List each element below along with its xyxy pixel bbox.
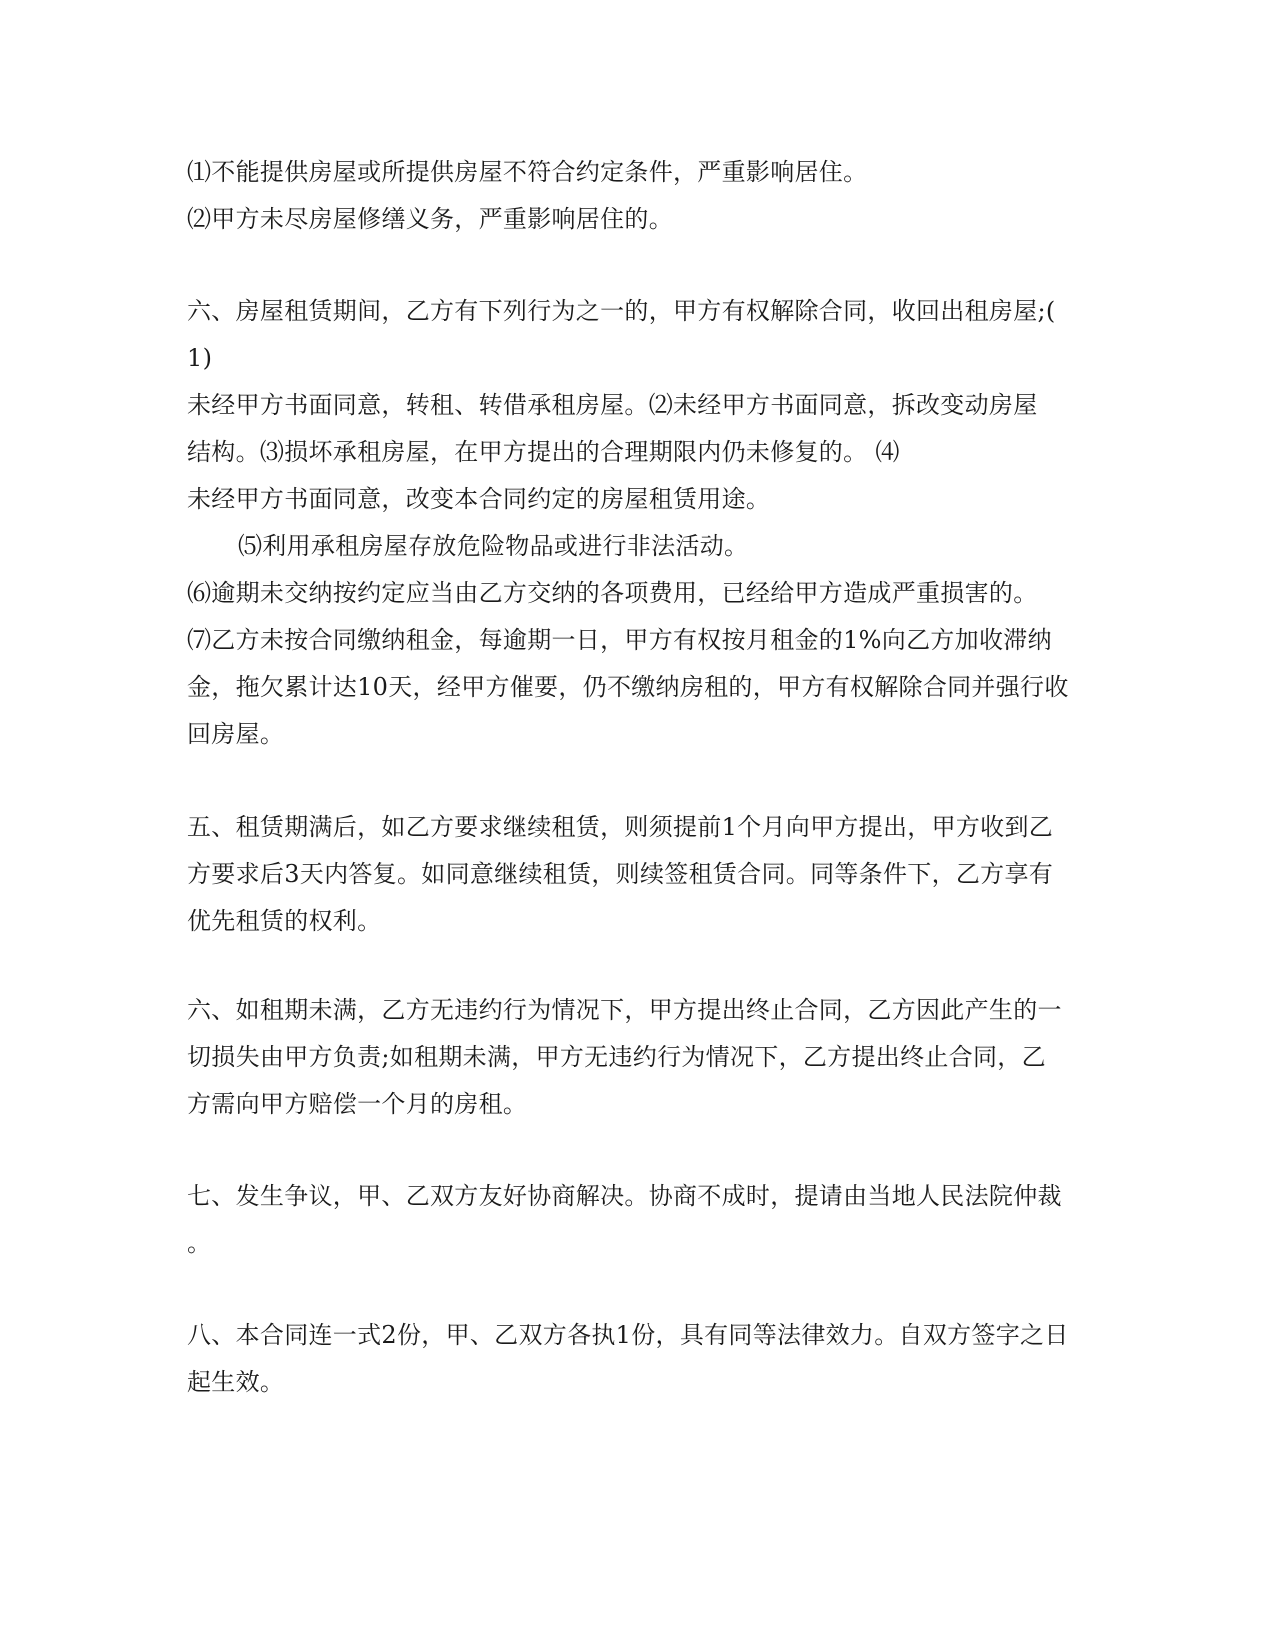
- clause-five-paragraph: 五、租赁期满后，如乙方要求继续租赁，则须提前1个月向甲方提出，甲方收到乙: [187, 813, 1054, 841]
- clause-seven-paragraph: 。: [187, 1229, 212, 1257]
- clause-six-line: 未经甲方书面同意，转租、转借承租房屋。⑵未经甲方书面同意，拆改变动房屋: [187, 391, 1038, 419]
- clause-item-2: ⑵甲方未尽房屋修缮义务，严重影响居住的。: [187, 205, 673, 233]
- clause-item-1: ⑴不能提供房屋或所提供房屋不符合约定条件，严重影响居住。: [187, 158, 868, 186]
- clause-eight-paragraph: 起生效。: [187, 1368, 285, 1396]
- clause-six-heading: 六、房屋租赁期间，乙方有下列行为之一的，甲方有权解除合同，收回出租房屋;(: [187, 297, 1056, 325]
- clause-six-item-7: ⑺乙方未按合同缴纳租金，每逾期一日，甲方有权按月租金的1%向乙方加收滞纳: [187, 626, 1052, 654]
- clause-seven-paragraph: 七、发生争议，甲、乙双方友好协商解决。协商不成时，提请由当地人民法院仲裁: [187, 1182, 1062, 1210]
- clause-six-b-paragraph: 切损失由甲方负责;如租期未满，甲方无违约行为情况下，乙方提出终止合同，乙: [187, 1043, 1046, 1071]
- clause-six-item-6: ⑹逾期未交纳按约定应当由乙方交纳的各项费用，已经给甲方造成严重损害的。: [187, 579, 1038, 607]
- clause-five-paragraph: 方要求后3天内答复。如同意继续租赁，则续签租赁合同。同等条件下，乙方享有: [187, 860, 1054, 888]
- clause-six-b-paragraph: 方需向甲方赔偿一个月的房租。: [187, 1090, 528, 1118]
- clause-six-line: 1): [187, 344, 213, 372]
- clause-six-line: 回房屋。: [187, 720, 285, 748]
- clause-six-line: 未经甲方书面同意，改变本合同约定的房屋租赁用途。: [187, 485, 771, 513]
- clause-six-b-paragraph: 六、如租期未满，乙方无违约行为情况下，甲方提出终止合同，乙方因此产生的一: [187, 996, 1062, 1024]
- clause-six-line: 金，拖欠累计达10天，经甲方催要，仍不缴纳房租的，甲方有权解除合同并强行收: [187, 673, 1069, 701]
- clause-six-line: 结构。⑶损坏承租房屋，在甲方提出的合理期限内仍未修复的。 ⑷: [187, 438, 900, 466]
- clause-five-paragraph: 优先租赁的权利。: [187, 907, 382, 935]
- clause-six-item-5: ⑸利用承租房屋存放危险物品或进行非法活动。: [238, 532, 749, 560]
- clause-eight-paragraph: 八、本合同连一式2份，甲、乙双方各执1份，具有同等法律效力。自双方签字之日: [187, 1321, 1069, 1349]
